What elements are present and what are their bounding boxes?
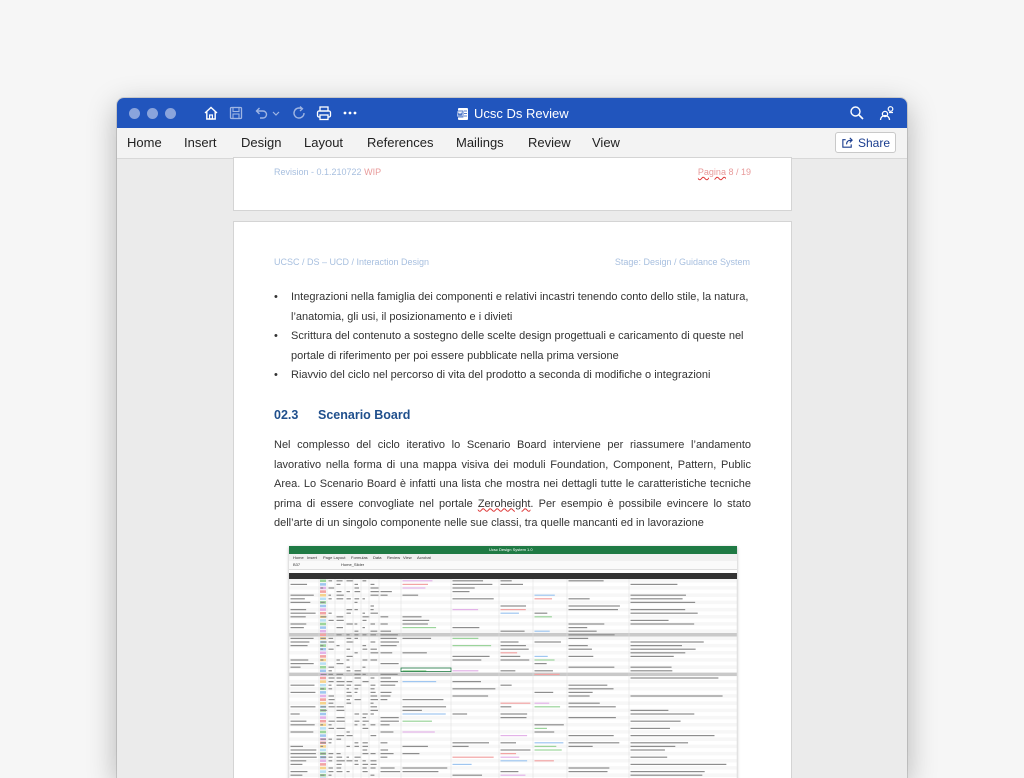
share-button[interactable]	[835, 132, 896, 153]
tab-view[interactable]: View	[592, 135, 620, 150]
account-icon[interactable]	[878, 104, 896, 122]
word-window	[117, 98, 907, 778]
search-icon[interactable]	[848, 104, 866, 122]
tab-design[interactable]: Design	[241, 135, 281, 150]
list-item: • Scrittura del contenuto a sostegno delle scelte design progettuali e caricamento di queste nel portale di riferimento per poi essere pubblicate nella prima versione	[274, 327, 751, 366]
tab-mailings[interactable]: Mailings	[456, 135, 504, 150]
spellcheck-word: Zeroheight	[478, 498, 531, 510]
document-title-text: Ucsc Ds Review	[474, 106, 569, 121]
tab-home[interactable]: Home	[127, 135, 162, 150]
ribbon-tabs	[117, 128, 907, 159]
page-footer-number: Pagina 8 / 19	[698, 167, 751, 177]
page-footer-revision: Revision - 0.1.210722 WIP	[274, 167, 381, 177]
section-number: 02.3	[274, 408, 318, 422]
spreadsheet-grid	[289, 579, 737, 778]
spreadsheet-title-bar	[289, 546, 737, 554]
tab-insert[interactable]: Insert	[184, 135, 217, 150]
spreadsheet-menu: Home Insert Page Layout Formulas Data Review View Acrobat	[289, 554, 737, 561]
previous-page	[234, 158, 791, 210]
section-heading	[274, 408, 410, 422]
document-title	[457, 106, 569, 121]
home-icon[interactable]	[202, 104, 220, 122]
redo-icon[interactable]	[290, 104, 308, 122]
minimize-window-button[interactable]	[147, 108, 158, 119]
zoom-window-button[interactable]	[165, 108, 176, 119]
word-document-icon	[457, 107, 469, 121]
tab-layout[interactable]: Layout	[304, 135, 343, 150]
list-item: • Integrazioni nella famiglia dei componenti e relativi incastri tenendo conto dello stile, la natura, l’anatomia, gli usi, il posizionamento e i divieti	[274, 288, 751, 327]
share-icon	[841, 136, 854, 149]
bullet-list	[274, 288, 751, 386]
list-item: • Riavvio del ciclo nel percorso di vita del prodotto a seconda di modifiche o integrazioni	[274, 366, 751, 386]
tab-review[interactable]: Review	[528, 135, 571, 150]
page-header-right: Stage: Design / Guidance System	[615, 257, 750, 267]
undo-icon[interactable]	[252, 104, 270, 122]
spreadsheet-formula-bar: B37 Home_Slider	[289, 561, 737, 570]
share-label: Share	[858, 136, 890, 150]
document-canvas[interactable]	[117, 159, 907, 778]
current-page	[234, 222, 791, 778]
tab-references[interactable]: References	[367, 135, 433, 150]
more-options-icon[interactable]	[341, 104, 359, 122]
section-title: Scenario Board	[318, 408, 410, 422]
save-icon[interactable]	[227, 104, 245, 122]
spreadsheet-title: Ucsc Design System 1.0	[489, 547, 533, 552]
page-header-left: UCSC / DS – UCD / Interaction Design	[274, 257, 429, 267]
spreadsheet-screenshot-image	[289, 546, 737, 778]
undo-dropdown-chevron-icon[interactable]	[271, 104, 281, 122]
close-window-button[interactable]	[129, 108, 140, 119]
title-bar	[117, 98, 907, 128]
body-paragraph: Nel complesso del ciclo iterativo lo Scenario Board interviene per riassumere l’andamento lavorativo nella forma di una mappa visiva dei moduli Foundation, Component, Pattern, Public Area. Lo Scenario Board è infatti una lista che mostra nei dettagli tutte le caratteristiche tecniche prima di essere convogliate nel portale Zeroheight. Per esempio è possibile evincere lo stato dell’arte di un singolo componente nelle sue classi, tra quelle mancanti ed in lavorazione	[274, 436, 751, 534]
print-icon[interactable]	[315, 104, 333, 122]
